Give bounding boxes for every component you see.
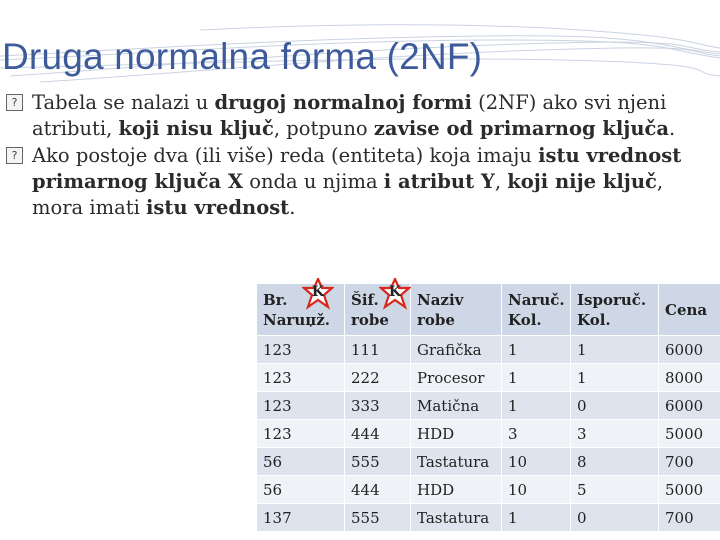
header-line: Kol. — [577, 310, 611, 329]
text-run: Ako postoje dva (ili više) reda (entiteta) koja imaju — [32, 144, 539, 167]
bullet-item — [6, 143, 712, 221]
table-cell: 555 — [345, 504, 411, 532]
table-cell: 123 — [257, 364, 345, 392]
text-run-bold: i atribut Y — [383, 170, 495, 193]
table-cell: HDD — [411, 420, 502, 448]
text-run: . — [669, 117, 676, 140]
table-cell: 1 — [502, 364, 571, 392]
header-line: Br. — [263, 290, 288, 309]
bullet-marker-icon — [6, 94, 23, 111]
table-cell: 6000 — [659, 336, 720, 364]
table-cell: 10 — [502, 448, 571, 476]
table-cell: 5 — [571, 476, 659, 504]
text-run-bold: koji nije ključ — [507, 170, 657, 193]
table-cell: 222 — [345, 364, 411, 392]
table-cell: 5000 — [659, 476, 720, 504]
column-header-delivered-qty — [571, 284, 659, 336]
bullet-text — [32, 144, 681, 219]
primary-key-marker-order-number — [302, 278, 334, 310]
table-cell: 555 — [345, 448, 411, 476]
table-cell: 0 — [571, 392, 659, 420]
table-cell: 444 — [345, 420, 411, 448]
table-row — [257, 336, 720, 364]
primary-key-marker-item-code — [379, 278, 411, 310]
key-marker-label: K — [388, 284, 402, 300]
table-cell: 700 — [659, 448, 720, 476]
header-line: Naruџž. — [263, 310, 330, 329]
order-items-table — [256, 283, 720, 532]
table-cell: HDD — [411, 476, 502, 504]
header-line: Kol. — [508, 310, 542, 329]
slide-title: Druga normalna forma (2NF) — [2, 36, 483, 77]
table-cell: 444 — [345, 476, 411, 504]
table-cell: 0 — [571, 504, 659, 532]
header-line: Naziv — [417, 290, 464, 309]
table-cell: 8000 — [659, 364, 720, 392]
text-run-bold: drugoj normalnoj formi — [214, 91, 472, 114]
table-cell: 111 — [345, 336, 411, 364]
header-line: Naruč. — [508, 290, 565, 309]
table-row — [257, 504, 720, 532]
table-cell: Grafička — [411, 336, 502, 364]
text-run: onda u njima — [243, 170, 384, 193]
text-run: Tabela se nalazi u — [32, 91, 215, 114]
text-run: (2NF) ako svi njeni atributi, — [32, 91, 667, 140]
table-row — [257, 476, 720, 504]
table-row — [257, 420, 720, 448]
table-cell: 6000 — [659, 392, 720, 420]
table-body — [257, 336, 720, 532]
text-run: , potpuno — [273, 117, 374, 140]
table-cell: 10 — [502, 476, 571, 504]
column-header-ordered-qty — [502, 284, 571, 336]
header-line: Šif. — [351, 290, 379, 309]
bullet-text — [32, 91, 675, 140]
text-run-bold: istu vrednost primarnog ključa X — [32, 144, 682, 193]
table-cell: 1 — [502, 504, 571, 532]
column-header-price — [659, 284, 720, 336]
table-cell: 700 — [659, 504, 720, 532]
table-cell: Matična — [411, 392, 502, 420]
header-line: Isporuč. — [577, 290, 647, 309]
text-run: , mora imati — [32, 170, 664, 219]
header-line: robe — [417, 310, 455, 329]
table-cell: 5000 — [659, 420, 720, 448]
table-cell: 8 — [571, 448, 659, 476]
text-run: . — [289, 196, 296, 219]
table-cell: 137 — [257, 504, 345, 532]
table-cell: 56 — [257, 448, 345, 476]
bullet-marker-icon — [6, 147, 23, 164]
table-row — [257, 364, 720, 392]
table-cell: 1 — [571, 336, 659, 364]
table-cell: 123 — [257, 392, 345, 420]
text-run-bold: zavise od primarnog ključa — [373, 117, 670, 140]
table-cell: 1 — [502, 336, 571, 364]
table-cell: Procesor — [411, 364, 502, 392]
table-cell: Tastatura — [411, 448, 502, 476]
table-cell: 3 — [571, 420, 659, 448]
table-row — [257, 392, 720, 420]
table-cell: 3 — [502, 420, 571, 448]
table-cell: 123 — [257, 336, 345, 364]
header-line: Cena — [665, 300, 708, 319]
table-cell: Tastatura — [411, 504, 502, 532]
column-header-item-name — [411, 284, 502, 336]
text-run: , — [494, 170, 508, 193]
text-run-bold: koji nisu ključ — [118, 117, 274, 140]
table-row — [257, 448, 720, 476]
table-cell: 56 — [257, 476, 345, 504]
text-run-bold: istu vrednost — [146, 196, 290, 219]
table-cell: 123 — [257, 420, 345, 448]
table-cell: 333 — [345, 392, 411, 420]
header-line: robe — [351, 310, 389, 329]
bullet-item — [6, 90, 712, 142]
table-cell: 1 — [571, 364, 659, 392]
bullet-list — [6, 90, 712, 222]
table-cell: 1 — [502, 392, 571, 420]
key-marker-label: K — [311, 284, 325, 300]
